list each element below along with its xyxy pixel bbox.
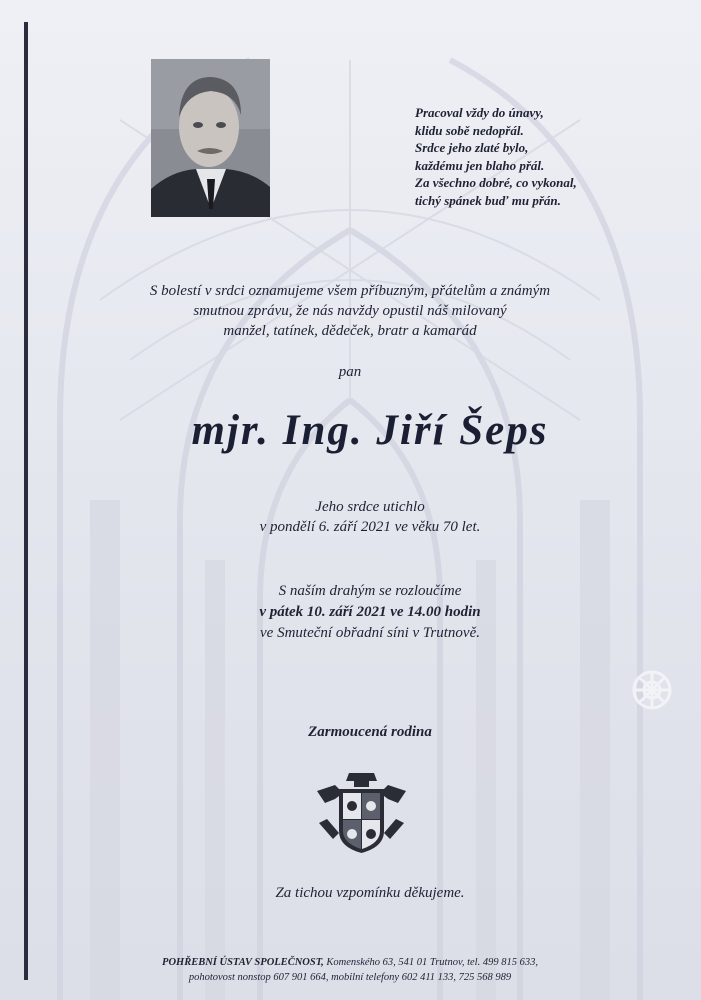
funeral-line-1: S naším drahým se rozloučíme	[278, 583, 462, 599]
footer-line-1	[20, 955, 680, 970]
deceased-name: mjr. Ing. Jiří Šeps	[191, 407, 549, 454]
funeral-company-name: POHŘEBNÍ ÚSTAV SPOLEČNOST,	[162, 957, 324, 968]
mourning-family: Zarmoucená rodina	[308, 724, 432, 740]
footer-line-2: pohotovost nonstop 607 901 664, mobilní telefony 602 411 133, 725 568 989	[188, 972, 512, 983]
poem-line: Pracoval vždy do únavy,	[415, 105, 544, 120]
death-line-1: Jeho srdce utichlo	[315, 499, 425, 515]
poem-line: tichý spánek buď mu přán.	[415, 192, 561, 208]
death-date-block	[60, 497, 680, 537]
thanks-line: Za tichou vzpomínku děkujeme.	[275, 885, 465, 901]
left-border-rule	[24, 22, 28, 980]
poem-line: každému jen blaho přál.	[415, 157, 545, 173]
poem-line: Za všechno dobré, co vykonal,	[415, 175, 577, 190]
death-line-2: v pondělí 6. září 2021 ve věku 70 let.	[259, 519, 481, 535]
funeral-place: ve Smuteční obřadní síni v Trutnově.	[260, 625, 480, 641]
honorific: pan	[338, 364, 362, 380]
firefighter-emblem-icon	[313, 769, 410, 856]
announcement-line: manžel, tatínek, dědeček, bratr a kamarád	[223, 323, 477, 339]
funeral-date-time: v pátek 10. září 2021 ve 14.00 hodin	[259, 604, 481, 620]
portrait-photo	[151, 59, 270, 217]
announcement-line: S bolestí v srdci oznamujeme všem příbuzným, přátelům a známým	[149, 283, 551, 299]
poem-line: klidu sobě nedopřál.	[415, 122, 524, 138]
death-announcement	[60, 281, 640, 341]
memorial-poem	[415, 104, 685, 209]
announcement-line: smutnou zprávu, že nás navždy opustil náš milovaný	[193, 303, 507, 319]
poem-line: Srdce jeho zlaté bylo,	[415, 140, 529, 155]
funeral-info	[60, 581, 680, 644]
funeral-service-footer	[20, 955, 680, 985]
funeral-company-address: Komenského 63, 541 01 Trutnov, tel. 499 815 633,	[323, 957, 538, 968]
rose-window-icon	[630, 668, 674, 712]
